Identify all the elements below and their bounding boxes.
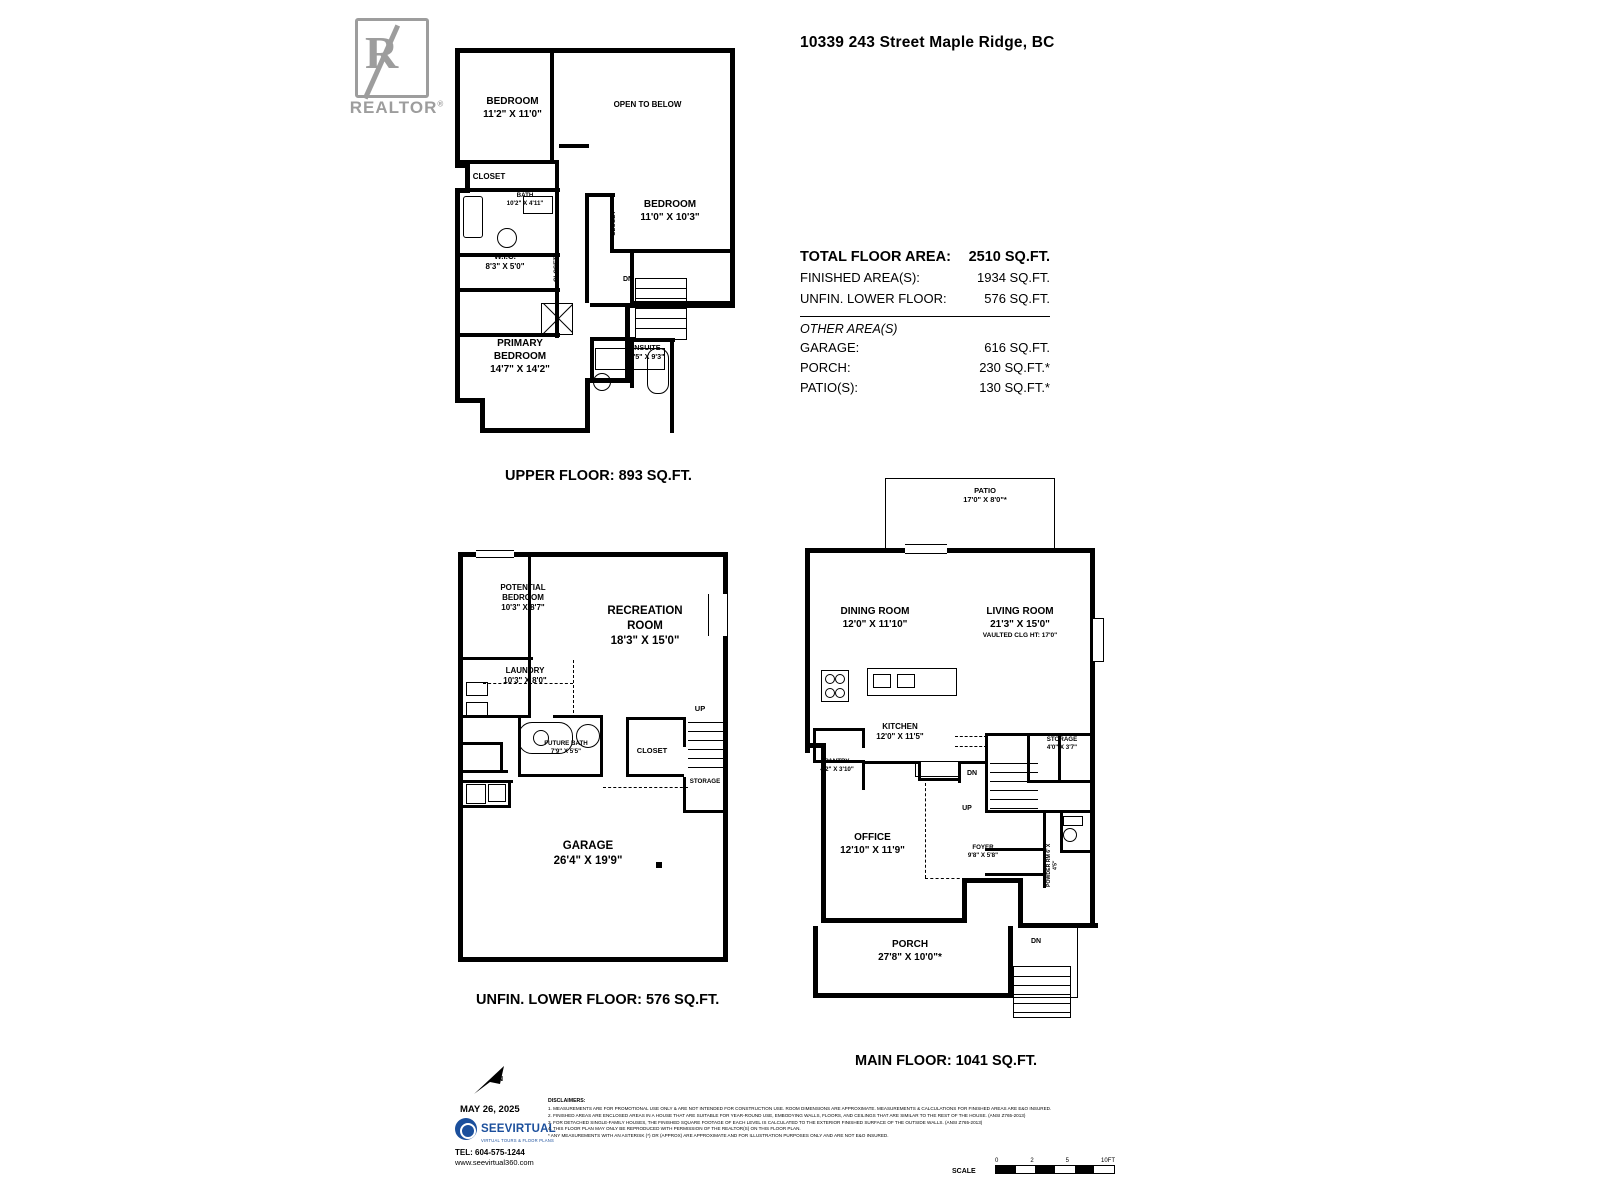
unfinished-area-row <box>800 289 1050 309</box>
main-dn-label: DN <box>966 770 978 777</box>
disclaimer-block <box>548 1098 1108 1140</box>
potential-bedroom-name2: BEDROOM <box>502 593 544 602</box>
upper-bedroom2-label <box>440 95 585 121</box>
finished-area-row <box>800 268 1050 288</box>
floor-area-table <box>800 246 1050 398</box>
unfinished-area-label: UNFIN. LOWER FLOOR: <box>800 290 947 306</box>
main-floor-caption: MAIN FLOOR: 1041 SQ.FT. <box>855 1053 1038 1069</box>
porch-name: PORCH <box>891 939 929 950</box>
scale-tick-5: 5 <box>1065 1158 1069 1164</box>
island-sink-2 <box>897 674 915 688</box>
foyer-name: FOYER <box>972 844 994 851</box>
office-dim: 12'10" X 11'9" <box>840 845 905 856</box>
recreation-room-name2: ROOM <box>627 619 663 632</box>
patio-area-row <box>800 378 1050 398</box>
porch-label <box>855 938 965 964</box>
main-closet-label: CLOSET <box>992 878 1022 885</box>
office-label <box>810 831 935 857</box>
upper-bath-label <box>490 192 560 208</box>
laundry-dim: 10'3" X 8'0" <box>503 676 547 685</box>
upper-bedroom3-label <box>605 198 735 224</box>
page-title: 10339 243 Street Maple Ridge, BC <box>800 34 1055 51</box>
tub-fixture <box>463 196 483 238</box>
upper-floor-caption: UPPER FLOOR: 893 SQ.FT. <box>505 468 692 484</box>
upper-wic-label <box>455 252 555 272</box>
laundry-label <box>485 666 565 686</box>
upper-bedroom2-dim: 11'2" X 11'0" <box>483 109 542 120</box>
future-bath-name: FUTURE BATH <box>544 740 588 747</box>
upper-bedroom3-name: BEDROOM <box>643 199 697 210</box>
lower-up-label: UP <box>694 704 706 713</box>
scale-label: SCALE <box>952 1168 976 1175</box>
fireplace <box>1092 618 1104 662</box>
realtor-logo-registered: ® <box>437 99 445 109</box>
patio-area-value: 130 SQ.FT.* <box>979 380 1050 396</box>
living-room-label <box>950 605 1090 640</box>
ensuite-name: ENSUITE <box>629 343 661 352</box>
scale-tick-2: 2 <box>1030 1158 1034 1164</box>
potential-bedroom-name: POTENTIAL <box>500 583 546 592</box>
upper-closet-vert1-label: CLOSET <box>610 210 617 236</box>
future-bath-label <box>535 740 597 756</box>
main-storage-dim: 4'0" X 3'7" <box>1046 743 1078 751</box>
realtor-logo-letter: R <box>365 27 399 78</box>
potential-bedroom-label <box>480 583 566 613</box>
upper-bath-name: BATH <box>516 192 534 199</box>
garage-post <box>656 862 662 868</box>
recreation-room-name: RECREATION <box>607 605 683 617</box>
kitchen-dim: 12'0" X 11'5" <box>876 732 924 741</box>
lower-closet-label: CLOSET <box>636 746 668 755</box>
recreation-room-dim: 18'3" X 15'0" <box>610 634 680 647</box>
kitchen-counter <box>915 761 960 777</box>
living-room-note: VAULTED CLG HT: 17'0" <box>982 632 1058 639</box>
garage-label <box>528 839 648 869</box>
recreation-room-label <box>580 604 710 649</box>
seevirtual-sub: VIRTUAL TOURS & FLOOR PLANS <box>481 1138 554 1143</box>
potential-bedroom-dim: 10'3" X 8'7" <box>501 603 545 612</box>
dining-room-dim: 12'0" X 11'10" <box>842 619 908 630</box>
kitchen-name: KITCHEN <box>882 722 918 731</box>
ensuite-dim: 12'5" X 9'3" <box>625 352 665 361</box>
porch-area-label: PORCH: <box>800 359 851 375</box>
future-bath-dim: 7'9" X 5'5" <box>550 747 582 755</box>
garage-area-row <box>800 338 1050 358</box>
disclaimer-line-4: 4. THIS FLOOR PLAN MAY ONLY BE REPRODUCED WITH PERMISSION OF THE REALTOR(S) ON THIS FLOOR PLAN. <box>548 1126 801 1132</box>
primary-bedroom-name2: BEDROOM <box>493 351 547 362</box>
scale-bar-graphic <box>995 1165 1115 1174</box>
realtor-logo <box>345 18 449 122</box>
lower-floor-caption: UNFIN. LOWER FLOOR: 576 SQ.FT. <box>476 992 720 1008</box>
main-storage-label <box>1034 736 1090 752</box>
laundry-sink <box>466 702 488 716</box>
realtor-logo-text <box>345 98 449 118</box>
pantry-dim: 4'2" X 3'10" <box>820 765 854 773</box>
garage-area-value: 616 SQ.FT. <box>984 339 1050 355</box>
garage-dim: 26'4" X 19'9" <box>553 854 623 867</box>
ensuite-toilet <box>593 373 611 391</box>
island-sink <box>873 674 891 688</box>
powder-room-name: POWDER RM <box>1046 853 1052 887</box>
garage-name: GARAGE <box>562 840 614 852</box>
main-up-label: UP <box>962 805 972 812</box>
primary-bedroom-label <box>450 337 590 376</box>
patio-dim: 17'0" X 8'0"* <box>963 495 1007 505</box>
upper-wic-dim: 8'3" X 5'0" <box>485 262 525 271</box>
foyer-label <box>955 844 1011 860</box>
seevirtual-see: SEE <box>481 1123 505 1135</box>
primary-bedroom-dim: 14'7" X 14'2" <box>490 364 550 375</box>
seevirtual-circle-icon <box>455 1118 477 1140</box>
porch-area-value: 230 SQ.FT.* <box>979 359 1050 375</box>
upper-bath-dim: 10'2" X 4'11" <box>506 199 544 207</box>
patio-name: PATIO <box>974 486 996 495</box>
disclaimer-line-5: * ANY MEASUREMENTS WITH AN ASTERISK (*) OR (APPROX) ARE APPROXIMATE AND FOR ILLUSTRATION PURPOSES ONLY AND ARE NOT E&O INSURED. <box>548 1133 889 1139</box>
lower-storage-label: STORAGE <box>689 778 721 785</box>
upper-dn-label: DN <box>622 276 634 283</box>
porch-area-row <box>800 358 1050 378</box>
plan-date: MAY 26, 2025 <box>460 1104 520 1115</box>
disclaimer-line-2: 2. FINISHED AREAS ARE ENCLOSED AREAS IN A HOUSE THAT ARE SUITABLE FOR YEAR-ROUND USE, EMBODYING WALLS, FLOORS, AND CEILINGS THAT ARE SIMILAR TO THE REST OF THE HOUSE. (ANSI Z765-2013) <box>548 1112 1026 1118</box>
primary-bedroom-name: PRIMARY <box>497 338 543 349</box>
range-burners <box>825 674 845 698</box>
scale-bar <box>995 1158 1115 1174</box>
laundry-dryer <box>488 784 506 802</box>
porch-dim: 27'8" X 10'0"* <box>878 952 942 963</box>
powder-sink <box>1063 816 1083 826</box>
disclaimer-line-3: 3. FOR DETACHED SINGLE-FAMILY HOUSES, THE FINISHED SQUARE FOOTAGE OF EACH LEVEL IS CALCULATED TO THE EXTERIOR FINISHED SURFACE OF THE OUTSIDE WALLS. (ANSI Z765-2013) <box>548 1119 983 1125</box>
laundry-name: LAUNDRY <box>505 666 545 675</box>
compass-icon <box>470 1060 510 1100</box>
upper-bedroom3-dim: 11'0" X 10'3" <box>640 212 700 223</box>
other-areas-header: OTHER AREA(S) <box>800 321 898 336</box>
laundry-washer <box>466 784 486 804</box>
seevirtual-web: www.seevirtual360.com <box>455 1158 534 1167</box>
dining-room-name: DINING ROOM <box>840 606 910 617</box>
upper-closet-vert2-label: CLOSET <box>553 256 560 282</box>
seevirtual-virtual: VIRTUAL <box>504 1123 556 1135</box>
powder-toilet <box>1063 828 1077 842</box>
dining-room-label <box>810 605 940 631</box>
living-room-name: LIVING ROOM <box>986 606 1054 617</box>
shower-x <box>541 303 573 335</box>
powder-room-dim: 6' X 4'5" <box>1046 843 1059 870</box>
pantry-name: PANTRY <box>824 758 850 765</box>
patio-label <box>940 486 1030 505</box>
powder-room-label <box>1046 840 1059 890</box>
seevirtual-tel: TEL: 604-575-1244 <box>455 1148 525 1157</box>
ensuite-label <box>605 343 685 361</box>
scale-tick-0: 0 <box>995 1158 999 1164</box>
unfinished-area-value: 576 SQ.FT. <box>984 290 1050 306</box>
compass-north-label: N <box>498 1076 504 1083</box>
scale-tick-10: 10FT <box>1100 1158 1115 1164</box>
disclaimer-title: DISCLAIMERS: <box>548 1098 586 1104</box>
main-dn2-label: DN <box>1030 938 1042 945</box>
pantry-label <box>808 758 866 774</box>
patio-area-label: PATIO(S): <box>800 380 859 396</box>
living-room-dim: 21'3" X 15'0" <box>990 619 1050 630</box>
total-area-row <box>800 246 1050 268</box>
disclaimer-line-1: 1. MEASUREMENTS ARE FOR PROMOTIONAL USE ONLY & ARE NOT INTENDED FOR CONSTRUCTION USE. ROOM DIMENSIONS ARE APPROXIMATE. MEASUREMENTS & CALCULATIONS FOR FINISHED AREAS ARE E&O INSURED. <box>548 1105 1052 1111</box>
kitchen-label <box>845 722 955 742</box>
upper-bedroom2-name: BEDROOM <box>486 96 539 107</box>
total-area-value: 2510 SQ.FT. <box>968 249 1050 265</box>
open-to-below-label: OPEN TO BELOW <box>613 100 682 109</box>
toilet-fixture <box>497 228 517 248</box>
finished-area-label: FINISHED AREA(S): <box>800 270 920 286</box>
realtor-logo-name: REALTOR <box>349 98 438 117</box>
seevirtual-name <box>481 1123 556 1135</box>
area-divider <box>800 316 1050 317</box>
upper-closet1-label: CLOSET <box>472 172 506 181</box>
total-area-label: TOTAL FLOOR AREA: <box>800 249 951 265</box>
finished-area-value: 1934 SQ.FT. <box>977 270 1050 286</box>
office-name: OFFICE <box>854 832 891 843</box>
foyer-dim: 9'8" X 5'8" <box>967 851 999 859</box>
scale-ticks <box>995 1158 1115 1164</box>
upper-wic-name: W.I.C. <box>494 252 516 261</box>
garage-area-label: GARAGE: <box>800 339 860 355</box>
main-storage-name: STORAGE <box>1046 736 1078 743</box>
